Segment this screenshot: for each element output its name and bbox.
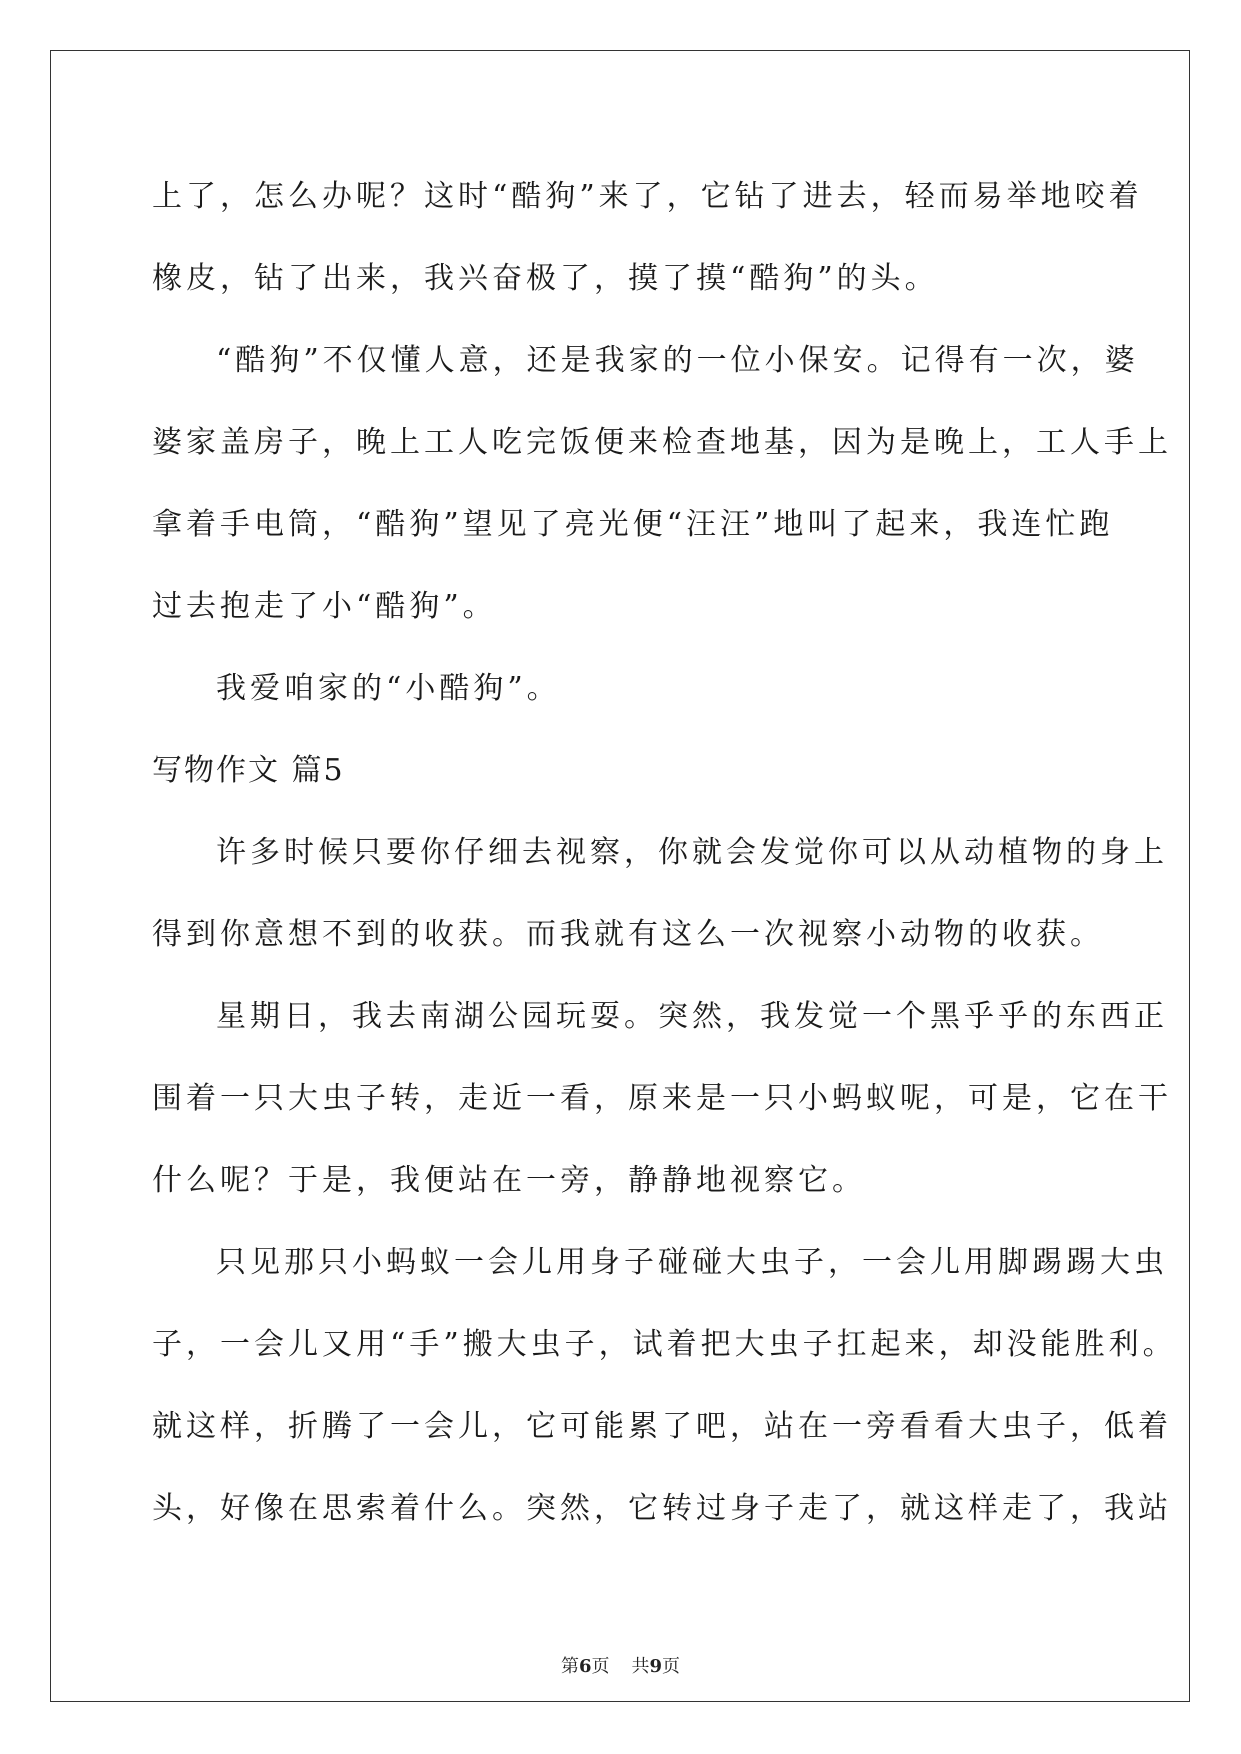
text-line: 过去抱走了小“酷狗”。 bbox=[152, 589, 497, 624]
paragraph-start-line: 只见那只小蚂蚁一会儿用身子碰碰大虫子，一会儿用脚踢踢大虫 bbox=[216, 1245, 1168, 1280]
total-pages: 9 bbox=[649, 1656, 663, 1677]
text-line: 得到你意想不到的收获。而我就有这么一次视察小动物的收获。 bbox=[152, 917, 1104, 952]
text-line: 橡皮，钻了出来，我兴奋极了，摸了摸“酷狗”的头。 bbox=[152, 261, 939, 296]
paragraph-start-line: 我爱咱家的“小酷狗”。 bbox=[216, 671, 561, 706]
text-line: 子，一会儿又用“手”搬大虫子，试着把大虫子扛起来，却没能胜利。 bbox=[152, 1327, 1177, 1362]
text-line: 头，好像在思索着什么。突然，它转过身子走了，就这样走了，我站 bbox=[152, 1491, 1172, 1526]
text-line: 就这样，折腾了一会儿，它可能累了吧，站在一旁看看大虫子，低着 bbox=[152, 1409, 1172, 1444]
text-line: 拿着手电筒，“酷狗”望见了亮光便“汪汪”地叫了起来，我连忙跑 bbox=[152, 507, 1114, 542]
paragraph-start-line: 许多时候只要你仔细去视察，你就会发觉你可以从动植物的身上 bbox=[216, 835, 1168, 870]
text-line: 上了，怎么办呢？这时“酷狗”来了，它钻了进去，轻而易举地咬着 bbox=[152, 179, 1143, 214]
page-suffix: 页 bbox=[591, 1656, 610, 1677]
text-line: 什么呢？于是，我便站在一旁，静静地视察它。 bbox=[152, 1163, 866, 1198]
paragraph-start-line: “酷狗”不仅懂人意，还是我家的一位小保安。记得有一次，婆 bbox=[216, 343, 1139, 378]
page-prefix: 第 bbox=[560, 1656, 579, 1677]
page-number: 6 bbox=[578, 1656, 592, 1677]
total-prefix: 共 bbox=[631, 1656, 650, 1677]
page-footer bbox=[0, 1652, 1241, 1678]
section-heading: 写物作文 篇5 bbox=[152, 753, 345, 788]
document-body bbox=[152, 156, 1177, 1550]
total-suffix: 页 bbox=[662, 1656, 681, 1677]
text-line: 婆家盖房子，晚上工人吃完饭便来检查地基，因为是晚上，工人手上 bbox=[152, 425, 1172, 460]
text-line: 围着一只大虫子转，走近一看，原来是一只小蚂蚁呢，可是，它在干 bbox=[152, 1081, 1172, 1116]
paragraph-start-line: 星期日，我去南湖公园玩耍。突然，我发觉一个黑乎乎的东西正 bbox=[216, 999, 1168, 1034]
